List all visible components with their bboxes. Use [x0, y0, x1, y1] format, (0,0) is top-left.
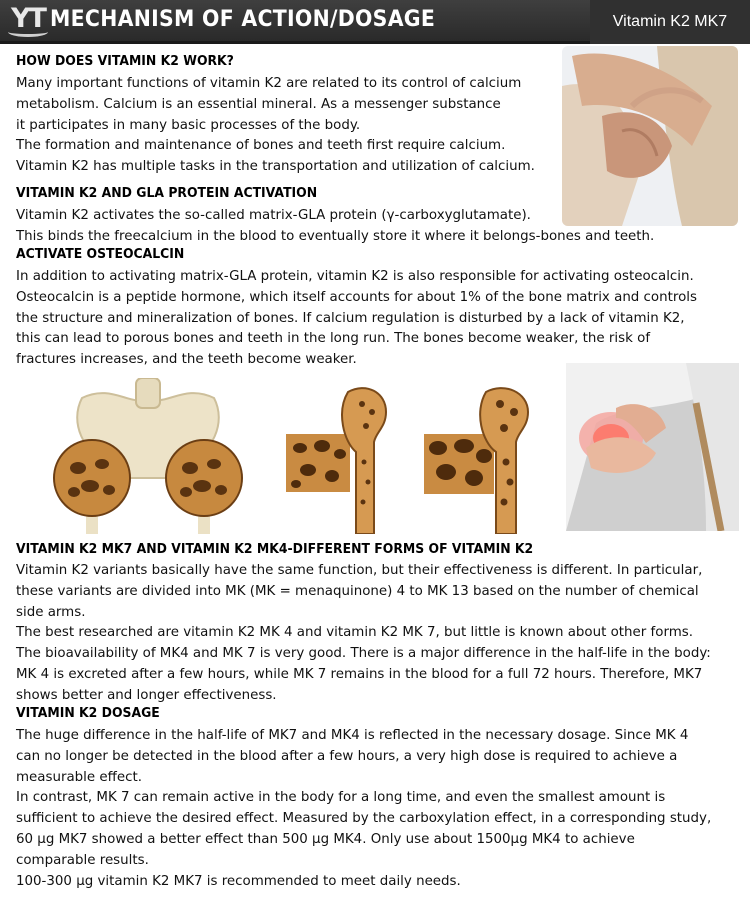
page-header	[0, 0, 750, 44]
text-line: The bioavailability of MK4 and MK 7 is very good. There is a major difference in the half-life in the body:	[16, 646, 711, 662]
text-line: it participates in many basic processes of the body.	[16, 117, 361, 133]
section-body-how-it-works	[16, 74, 535, 178]
text-line: metabolism. Calcium is an essential mineral. As a messenger substance	[16, 96, 501, 112]
text-line: Vitamin K2 activates the so-called matrix-GLA protein (γ-carboxyglutamate).	[16, 208, 531, 223]
page-title: MECHANISM OF ACTION/DOSAGE	[50, 7, 436, 32]
section-heading-how-it-works: HOW DOES VITAMIN K2 WORK?	[16, 53, 234, 69]
text-line: Many important functions of vitamin K2 are related to its control of calcium	[16, 76, 522, 91]
text-line: can no longer be detected in the blood after a few hours, a very high dose is required to achieve a	[16, 748, 678, 764]
section-heading-osteocalcin: ACTIVATE OSTEOCALCIN	[16, 246, 185, 262]
section-heading-mk7-mk4: VITAMIN K2 MK7 AND VITAMIN K2 MK4-DIFFERENT FORMS OF VITAMIN K2	[16, 541, 534, 557]
pelvis-bone-illustration	[12, 378, 284, 534]
femur-bone-illustration-healthy	[286, 382, 420, 534]
text-line: this can lead to porous bones and teeth in the long run. The bones become weaker, the risk of	[16, 331, 651, 347]
logo-text: YT	[11, 3, 45, 34]
text-line: Osteocalcin is a peptide hormone, which itself accounts for about 1% of the bone matrix and controls	[16, 289, 697, 305]
femur-bone-illustration-porous	[424, 382, 562, 534]
product-tag: Vitamin K2 MK7	[590, 0, 750, 44]
logo-swoosh-icon	[8, 27, 48, 37]
text-line: measurable effect.	[16, 769, 142, 785]
text-line: the structure and mineralization of bones. If calcium regulation is disturbed by a lack of vitamin K2,	[16, 310, 685, 326]
section-heading-dosage: VITAMIN K2 DOSAGE	[16, 705, 160, 721]
section-heading-gla-protein: VITAMIN K2 AND GLA PROTEIN ACTIVATION	[16, 185, 318, 201]
text-line: The formation and maintenance of bones and teeth first require calcium.	[16, 138, 506, 154]
text-line: In contrast, MK 7 can remain active in the body for a long time, and even the smallest amount is	[16, 790, 666, 806]
text-line: Vitamin K2 variants basically have the same function, but their effectiveness is different. In particular,	[16, 563, 703, 578]
section-body-dosage	[16, 726, 711, 892]
knee-photo	[562, 46, 738, 226]
text-line: MK 4 is excreted after a few hours, while MK 7 remains in the blood for a full 72 hours. Therefore, MK7	[16, 666, 703, 682]
text-line: Vitamin K2 has multiple tasks in the transportation and utilization of calcium.	[16, 159, 535, 175]
text-line: comparable results.	[16, 852, 149, 868]
section-body-mk7-mk4	[16, 561, 711, 707]
section-body-osteocalcin	[16, 267, 697, 371]
text-line: shows better and longer effectiveness.	[16, 687, 277, 703]
text-line: This binds the freecalcium in the blood to eventually store it where it belongs-bones and teeth.	[16, 228, 655, 244]
text-line: these variants are divided into MK (MK = menaquinone) 4 to MK 13 based on the number of chemical	[16, 583, 699, 599]
section-body-gla-protein	[16, 206, 654, 248]
text-line: fractures increases, and the teeth become weaker.	[16, 352, 357, 368]
text-line: The best researched are vitamin K2 MK 4 and vitamin K2 MK 7, but little is known about other forms.	[16, 625, 693, 641]
text-line: sufficient to achieve the desired effect. Measured by the carboxylation effect, in a corresponding study,	[16, 811, 712, 827]
text-line: The huge difference in the half-life of MK7 and MK4 is reflected in the necessary dosage. Since MK 4	[16, 728, 689, 743]
text-line: side arms.	[16, 604, 86, 620]
knee-pain-photo	[566, 363, 739, 531]
brand-logo	[8, 5, 48, 39]
text-line: 60 µg MK7 showed a better effect than 500 µg MK4. Only use about 1500µg MK4 to achieve	[16, 831, 635, 847]
text-line: In addition to activating matrix-GLA protein, vitamin K2 is also responsible for activating osteocalcin.	[16, 269, 694, 284]
text-line: 100-300 µg vitamin K2 MK7 is recommended to meet daily needs.	[16, 873, 461, 889]
